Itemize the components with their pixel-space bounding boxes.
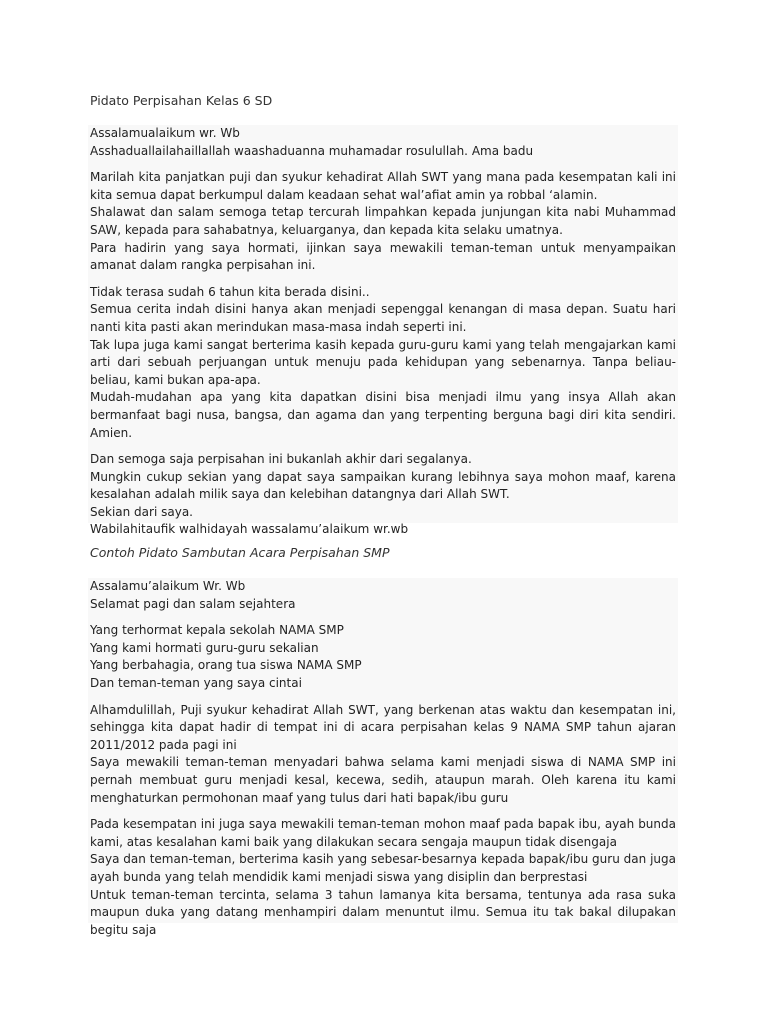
text-line: Untuk teman-teman tercinta, selama 3 tahun lamanya kita bersama, tentunya ada rasa suka maupun duka yang datang menhampiri dalam menuntut ilmu. Semua itu tak bakal dilupakan begitu saja	[90, 887, 676, 937]
text-line: Tidak terasa sudah 6 tahun kita berada disini..	[90, 284, 370, 299]
speech-block-sd	[88, 125, 678, 537]
paragraph	[90, 622, 676, 692]
text-line: Para hadirin yang saya hormati, ijinkan saya mewakili teman-teman untuk menyampaikan amanat dalam rangka perpisahan ini.	[90, 240, 676, 273]
text-line: Shalawat dan salam semoga tetap tercurah limpahkan kepada junjungan kita nabi Muhammad SAW, kepada para sahabatnya, keluarganya, dan kepada kita selaku umatnya.	[90, 205, 676, 237]
text-line: Semua cerita indah disini hanya akan menjadi sepenggal kenangan di masa depan. Suatu hari nanti kita pasti akan merindukan masa-masa indah seperti ini.	[90, 302, 676, 334]
text-line: Tak lupa juga kami sangat berterima kasih kepada guru-guru kami yang telah mengajarkan kami arti dari sebuah perjuangan untuk menuju pada kehidupan yang sebenarnya. Tanpa beliau-beliau, kami bukan apa-apa.	[90, 337, 676, 387]
text-line: Dan teman-teman yang saya cintai	[90, 675, 302, 690]
paragraph	[90, 284, 676, 442]
paragraph	[90, 578, 676, 613]
paragraph	[90, 702, 676, 808]
text-line: Dan semoga saja perpisahan ini bukanlah akhir dari segalanya.	[90, 452, 472, 467]
paragraph	[90, 816, 676, 939]
page-title: Pidato Perpisahan Kelas 6 SD	[90, 93, 273, 108]
speech-block-smp	[88, 578, 678, 937]
text-line: Selamat pagi dan salam sejahtera	[90, 596, 296, 611]
text-line: Marilah kita panjatkan puji dan syukur kehadirat Allah SWT yang mana pada kesempatan kali ini kita semua dapat berkumpul dalam keadaan sehat wal’afiat amin ya robbal ‘alamin.	[90, 170, 676, 202]
text-line: Asshaduallailahaillallah waashaduanna muhamadar rosulullah. Ama badu	[90, 143, 534, 158]
text-line: Mudah-mudahan apa yang kita dapatkan disini bisa menjadi ilmu yang insya Allah akan bermanfaat bagi nusa, bangsa, dan agama dan yang terpenting berguna bagi diri kita sendiri. Amien.	[90, 390, 676, 440]
text-line: Pada kesempatan ini juga saya mewakili teman-teman mohon maaf pada bapak ibu, ayah bunda kami, atas kesalahan kami baik yang dilakukan secara sengaja maupun tidak disengaja	[90, 817, 676, 849]
paragraph	[90, 125, 676, 160]
text-line: Saya dan teman-teman, berterima kasih yang sebesar-besarnya kepada bapak/ibu guru dan juga ayah bunda yang telah mendidik kami menjadi siswa yang disiplin dan berprestasi	[90, 852, 676, 884]
text-line: Yang berbahagia, orang tua siswa NAMA SMP	[90, 658, 362, 673]
text-line: Saya mewakili teman-teman menyadari bahwa selama kami menjadi siswa di NAMA SMP ini pernah membuat guru menjadi kesal, kecewa, sedih, ataupun marah. Oleh karena itu kami menghaturkan permohonan maaf yang tulus dari hati bapak/ibu guru	[90, 755, 676, 805]
text-line: Alhamdulillah, Puji syukur kehadirat Allah SWT, yang berkenan atas waktu dan kesempatan ini, sehingga kita dapat hadir di tempat ini di acara perpisahan kelas 9 NAMA SMP tahun ajaran 2011/2012 pada pagi ini	[90, 702, 676, 752]
section-subtitle: Contoh Pidato Sambutan Acara Perpisahan SMP	[90, 545, 390, 560]
text-line: Sekian dari saya.	[90, 504, 193, 519]
text-line: Assalamualaikum wr. Wb	[90, 126, 240, 140]
text-line: Assalamu’alaikum Wr. Wb	[90, 579, 246, 593]
text-line: Wabilahitaufik walhidayah wassalamu’alaikum wr.wb	[90, 522, 409, 537]
text-line: Yang kami hormati guru-guru sekalian	[90, 640, 319, 655]
paragraph	[90, 451, 676, 539]
text-line: Yang terhormat kepala sekolah NAMA SMP	[90, 623, 344, 638]
text-line: Mungkin cukup sekian yang dapat saya sampaikan kurang lebihnya saya mohon maaf, karena kesalahan adalah milik saya dan kelebihan datangnya dari Allah SWT.	[90, 469, 676, 502]
paragraph	[90, 169, 676, 275]
